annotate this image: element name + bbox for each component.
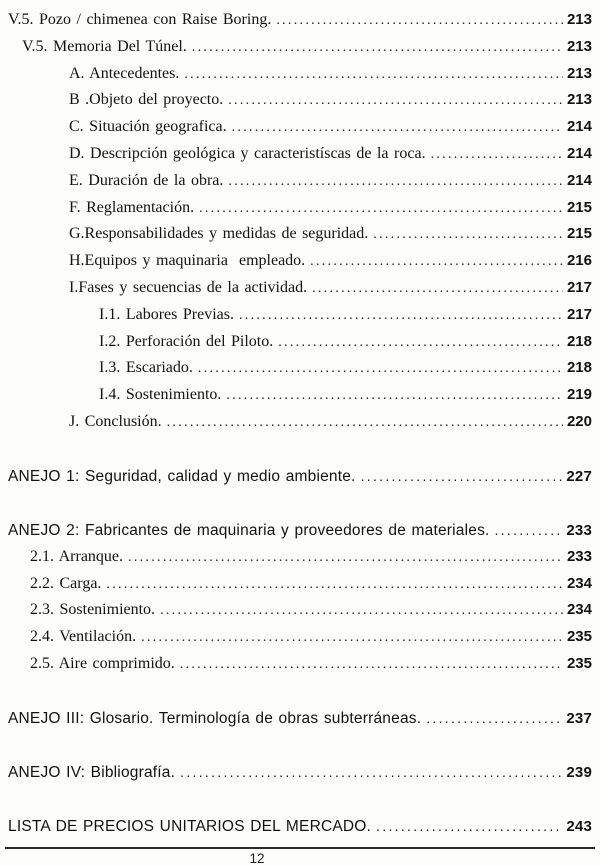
toc-entry [8,517,592,544]
toc-entry-page-number: 239 [566,763,592,781]
toc-entry-label: F. Reglamentación. [69,198,195,216]
toc-entry-page-number: 214 [566,144,592,162]
toc-entry-label: LISTA DE PRECIOS UNITARIOS DEL MERCADO. [8,817,372,835]
dot-leader [232,115,563,141]
toc-entry-label: G.Responsabilidades y medidas de seguridad. [69,225,369,243]
dot-leader [184,62,563,88]
toc-entry-page-number: 218 [566,332,592,350]
toc-entry-page-number: 216 [566,252,592,270]
dot-leader [167,410,563,436]
footer-divider [5,847,595,849]
toc-entry [8,759,592,786]
toc-entry-label: I.3. Escariado. [99,359,193,377]
toc-entry [8,409,592,436]
toc-entry-page-number: 235 [566,628,592,646]
dot-leader [228,169,563,195]
toc-entry-page-number: 213 [566,91,592,109]
dot-leader [128,545,563,571]
toc-entry-label: B .Objeto del proyecto. [69,91,224,109]
toc-entry-label: ANEJO III: Glosario. Terminología de obras subterráneas. [8,709,422,727]
toc-entry [8,382,592,409]
toc-entry-page-number: 219 [566,386,592,404]
toc-entry-page-number: 217 [566,305,592,323]
toc-entry-label: 2.4. Ventilación. [30,628,137,646]
toc-entry-page-number: 213 [566,64,592,82]
toc-entry-label: E. Duración de la obra. [69,171,224,189]
dot-leader [180,759,562,785]
toc-entry-label: I.4. Sostenimiento. [99,386,222,404]
dot-leader [226,383,563,409]
toc-entry-label: I.Fases y secuencias de la actividad. [69,278,308,296]
toc-entry [8,355,592,382]
toc-entry-page-number: 213 [566,11,592,28]
toc-entry-page-number: 215 [566,198,592,216]
toc-entry-label: J. Conclusión. [69,412,162,430]
toc-entry-page-number: 220 [566,412,592,430]
toc-entry-label: ANEJO IV: Bibliografía. [8,763,176,781]
toc-entry [8,61,592,88]
toc-entry-label: A. Antecedentes. [69,64,180,82]
toc-entry [8,275,592,302]
toc-entry-page-number: 213 [566,37,592,55]
toc-entry [8,463,592,490]
dot-leader [431,142,563,168]
toc-entry-page-number: 233 [566,521,592,539]
dot-leader [373,222,563,248]
toc-entry-page-number: 227 [566,467,592,485]
dot-leader [310,249,563,275]
toc-entry [8,114,592,141]
toc-entry-page-number: 214 [566,118,592,136]
toc-entry-page-number: 217 [566,278,592,296]
toc-entry [8,544,592,571]
dot-leader [312,276,563,302]
toc-list [8,7,592,840]
dot-leader [192,35,563,61]
dot-leader [198,356,563,382]
toc-entry [8,141,592,168]
toc-entry-label: I.2. Perforación del Piloto. [99,332,274,350]
footer-page-number: 12 [249,850,265,866]
toc-entry-page-number: 237 [566,709,592,727]
toc-entry [8,34,592,61]
toc-entry-page-number: 235 [566,654,592,672]
toc-entry-label: I.1. Labores Previas. [99,305,234,323]
toc-entry-page-number: 243 [566,817,592,835]
toc-entry [8,302,592,329]
dot-leader [426,705,562,731]
dot-leader [376,813,562,839]
dot-leader [160,598,563,624]
toc-entry-label: 2.2. Carga. [30,574,102,592]
toc-entry [8,7,592,34]
toc-entry-page-number: 234 [566,601,592,619]
toc-entry [8,168,592,195]
toc-entry-label: 2.5. Aire comprimido. [30,654,175,672]
dot-leader [239,303,563,329]
toc-entry-label: V.5. Pozo / chimenea con Raise Boring. [8,11,272,28]
toc-entry-label: V.5. Memoria Del Túnel. [22,37,187,55]
dot-leader [276,8,563,34]
dot-leader [141,625,563,651]
dot-leader [495,517,563,543]
toc-entry [8,597,592,624]
toc-entry-label: H.Equipos y maquinaria empleado. [69,252,306,270]
toc-entry-page-number: 215 [566,225,592,243]
toc-entry-label: D. Descripción geológica y caracteristíscas de la roca. [69,144,426,162]
toc-entry [8,705,592,732]
toc-entry-page-number: 233 [566,547,592,565]
toc-entry [8,221,592,248]
toc-entry [8,813,592,840]
toc-entry [8,195,592,222]
toc-entry [8,571,592,598]
toc-entry-page-number: 214 [566,171,592,189]
toc-entry-label: 2.1. Arranque. [30,547,124,565]
toc-entry-label: 2.3. Sostenimiento. [30,601,156,619]
toc-entry-label: C. Situación geografica. [69,118,227,136]
toc-entry [8,329,592,356]
dot-leader [106,572,563,598]
dot-leader [278,330,563,356]
toc-entry [8,624,592,651]
dot-leader [361,463,563,489]
toc-entry-label: ANEJO 2: Fabricantes de maquinaria y proveedores de materiales. [8,521,490,539]
dot-leader [180,652,563,678]
dot-leader [199,196,563,222]
toc-entry-label: ANEJO 1: Seguridad, calidad y medio ambiente. [8,467,356,485]
dot-leader [228,88,563,114]
toc-entry [8,248,592,275]
toc-entry [8,87,592,114]
toc-entry-page-number: 234 [566,574,592,592]
toc-entry-page-number: 218 [566,359,592,377]
toc-entry [8,651,592,678]
